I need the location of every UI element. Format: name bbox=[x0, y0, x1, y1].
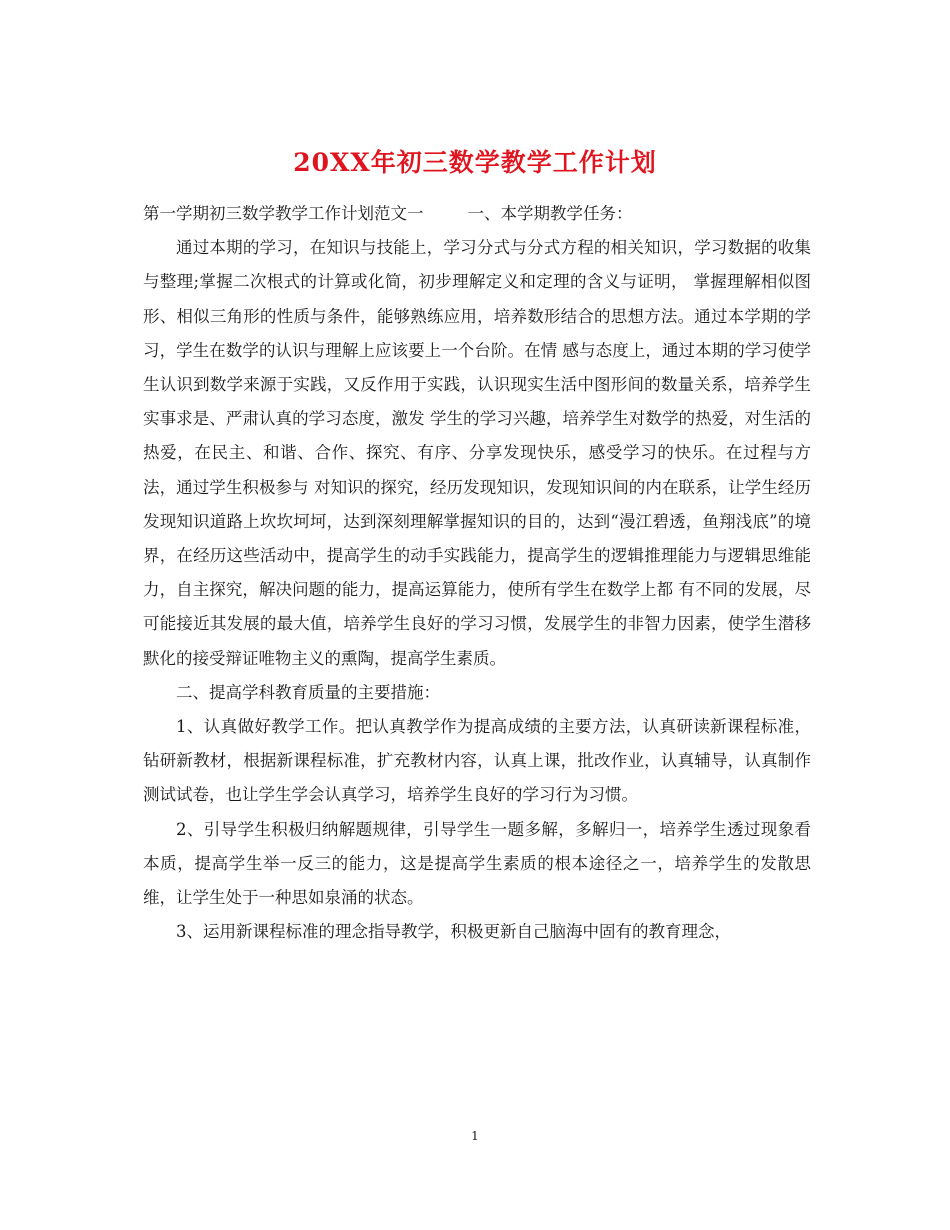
document-title: 20XX年初三数学教学工作计划 bbox=[293, 147, 657, 177]
intro-heading: 第一学期初三数学教学工作计划范文一 bbox=[143, 204, 424, 223]
section-heading-2: 二、提高学科教育质量的主要措施： bbox=[176, 682, 440, 702]
paragraph: 通过本期的学习，在知识与技能上，学习分式与分式方程的相关知识，学习数据的收集与整理;掌握二次根式的计算或化简，初步理解定义和定理的含义与证明， 掌握理解相似图形、相似三角形的性质与条件，能够熟练应用，培养数形结合的思想方法。通过本学期的学习，学生在数学的认识与理解上应该要上一个台阶。在情 感与态度上，通过本期的学习使学生认识到数学来源于实践，又反作用于实践，认识现实生活中图形间的数量关系，培养学生实事求是、严肃认真的学习态度，激发 学生的学习兴趣，培养学生对数学的热爱，对生活的热爱，在民主、和谐、合作、探究、有序、分享发现快乐，感受学习的快乐。在过程与方法，通过学生积极参与 对知识的探究，经历发现知识，发现知识间的内在联系，让学生经历发现知识道路上坎坎坷坷，达到深刻理解掌握知识的目的，达到“漫江碧透，鱼翔浅底”的境 界，在经历这些活动中，提高学生的动手实践能力，提高学生的逻辑推理能力与逻辑思维能力，自主探究，解决问题的能力，提高运算能力，使所有学生在数学上都 有不同的发展，尽可能接近其发展的最大值，培养学生良好的学习习惯，发展学生的非智力因素，使学生潜移默化的接受辩证唯物主义的熏陶，提高学生素质。 bbox=[143, 238, 811, 668]
page-number: 1 bbox=[471, 1129, 479, 1143]
paragraph: 2、引导学生积极归纳解题规律，引导学生一题多解，多解归一，培养学生透过现象看本质，提高学生举一反三的能力，这是提高学生素质的根本途径之一，培养学生的发散思维，让学生处于一种思如泉涌的状态。 bbox=[143, 819, 811, 908]
intro-line bbox=[143, 197, 811, 231]
paragraph: 3、运用新课程标准的理念指导教学，积极更新自己脑海中固有的教育理念， bbox=[176, 922, 731, 942]
section-heading-1: 一、本学期教学任务： bbox=[467, 204, 633, 223]
document-body bbox=[143, 197, 811, 949]
paragraph: 1、认真做好教学工作。把认真教学作为提高成绩的主要方法，认真研读新课程标准，钻研新教材，根据新课程标准，扩充教材内容，认真上课，批改作业，认真辅导，认真制作测试试卷，也让学生学会认真学习，培养学生良好的学习行为习惯。 bbox=[143, 717, 811, 805]
